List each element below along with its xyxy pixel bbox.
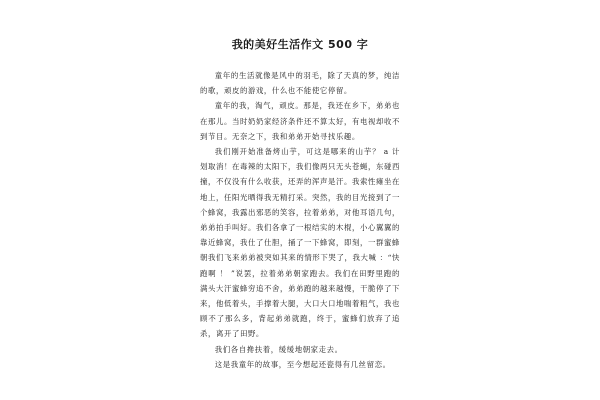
document-title: 我的美好生活作文 500 字 bbox=[231, 38, 369, 51]
paragraph: 童年的我，淘气，顽皮。那是，我还在乡下，弟弟也在那儿。当时奶奶家经济条件还不算太好，有电视却收不到节目。无奈之下，我和弟弟开始寻找乐趣。 bbox=[200, 101, 400, 141]
paragraph: 童年的生活就像是风中的羽毛，除了天真的梦，纯洁的歌，顽皮的游戏，什么也不能使它停留。 bbox=[200, 71, 400, 96]
paragraph: 我们刚开始准备烤山芋，可这是哪来的山芋？ a 计划取消！在毒辣的太阳下，我们像两只无头苍蝇，东碰西撞，不仅没有什么收获，还弄的浑声是汗。我索性瘫坐在地上，任阳光晒得我无精打采。突然，我的目光接到了一个蜂窝，我露出邪恶的笑容，拉着弟弟，对他耳语几句，弟弟拍手叫好。我们各拿了一根结实的木棍，小心翼翼的靠近蜂窝，我仕了仕胆，捅了一下蜂窝，即刻，一群蜜蜂朝我们飞来弟弟被突如其来的情形下哭了，我大喊 ：“快跑啊 ！ ”说罢，拉着弟弟朝家跑去。我们在田野里跑的满头大汗蜜蜂穷追不舍，弟弟跑的越来越慢，干脆停了下来，他低着头，手撑着大腿，大口大口地喘着粗气，我也顾不了那么多，背起弟弟就跑，终于，蜜蜂们放弃了追杀，离开了田野。 bbox=[200, 147, 400, 339]
paragraph: 这是我童年的故事，至今想起还瓷得有几丝留恋。 bbox=[214, 359, 391, 369]
paragraph: 我们各自搀扶着，缓缓地朝家走去。 bbox=[214, 344, 343, 354]
document-body bbox=[200, 68, 400, 372]
